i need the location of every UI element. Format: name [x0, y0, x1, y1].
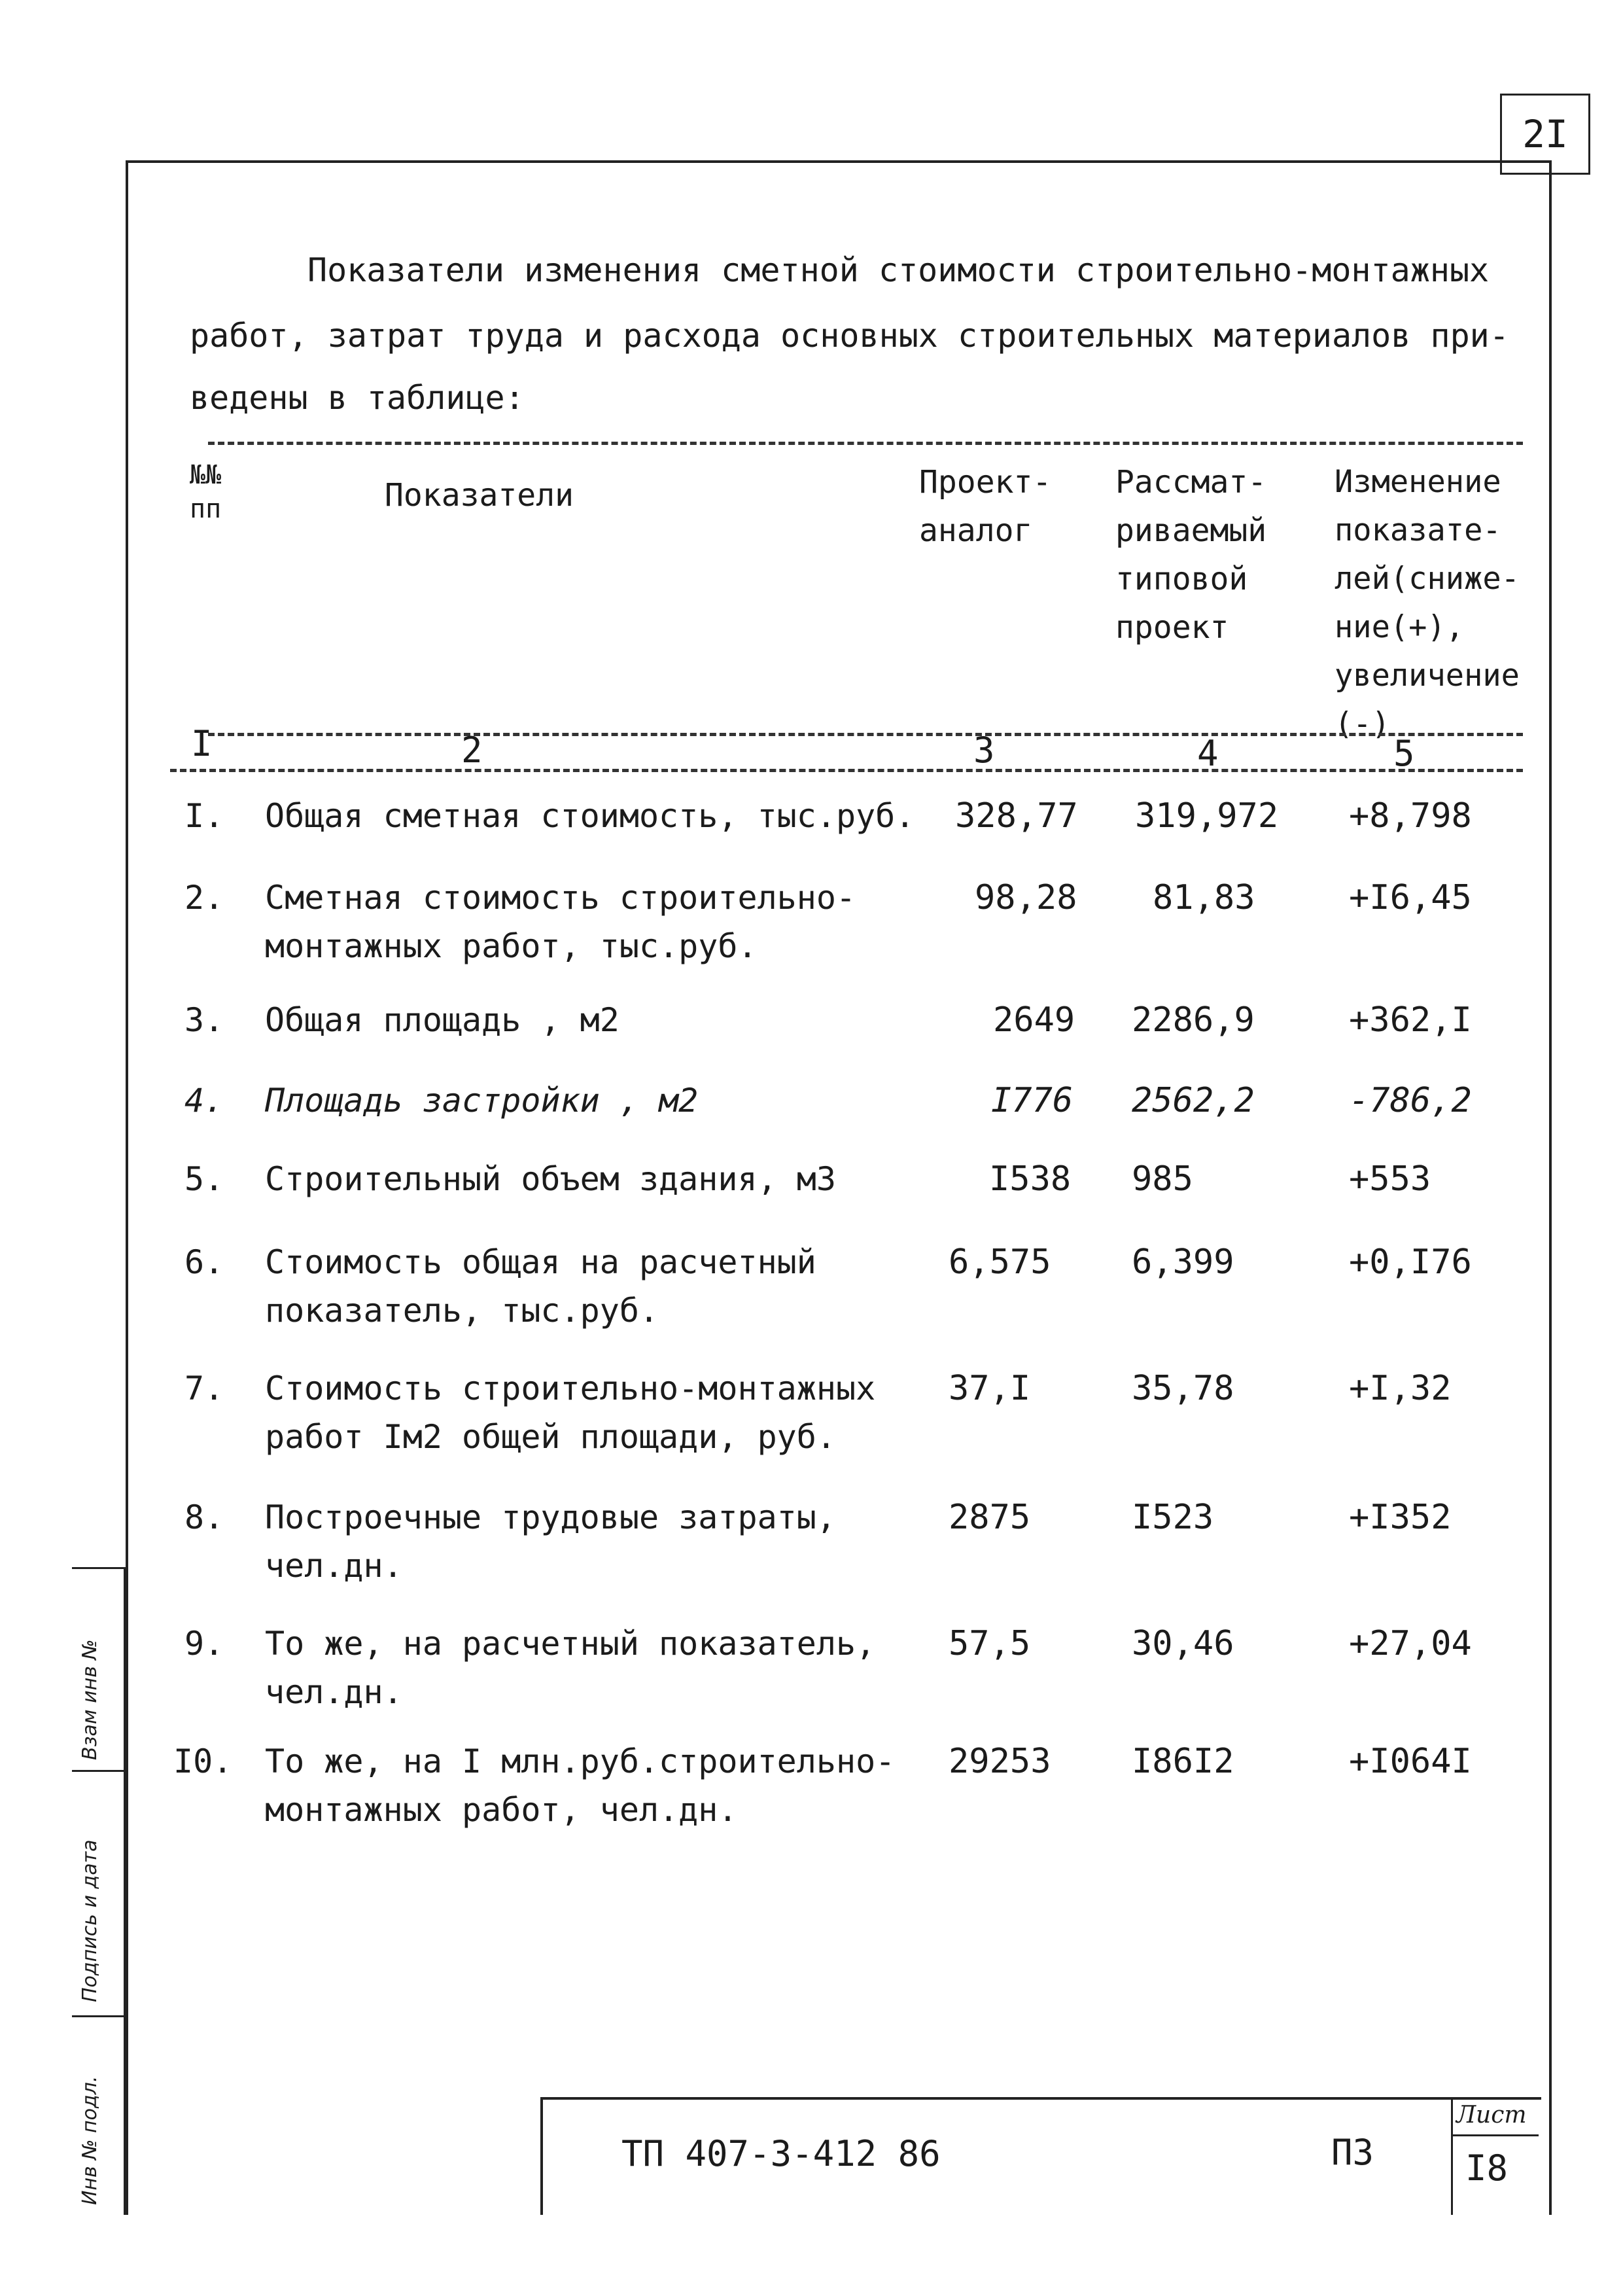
header-typical — [1115, 458, 1266, 652]
row-10-change: +I064I — [1349, 1742, 1472, 1781]
header-change-line: лей(сниже- — [1335, 561, 1520, 597]
row-3-typical: 2286,9 — [1132, 1000, 1255, 1040]
header-indicator — [385, 471, 574, 520]
header-typical-line: Рассмат- — [1115, 464, 1267, 501]
col-number-3: 3 — [973, 730, 995, 771]
row-6-name — [265, 1238, 816, 1335]
row-3-name — [265, 996, 620, 1044]
header-bottom-rule — [170, 769, 1523, 772]
row-9-analog: 57,5 — [949, 1624, 1031, 1663]
row-1-typical: 319,972 — [1135, 796, 1279, 836]
row-8-change: +I352 — [1349, 1498, 1452, 1537]
header-num — [190, 458, 221, 526]
row-10-name-line: монтажных работ, чел.дн. — [265, 1791, 738, 1829]
row-4-change: -786,2 — [1349, 1081, 1472, 1120]
header-num-line: №№ — [190, 460, 222, 490]
intro-line-1: Показатели изменения сметной стоимости строительно-монтажных — [307, 251, 1490, 289]
row-7-name-line: работ Iм2 общей площади, руб. — [265, 1418, 836, 1456]
row-9-name-line: чел.дн. — [265, 1673, 403, 1711]
row-6-typical: 6,399 — [1132, 1243, 1234, 1282]
row-8-name — [265, 1493, 836, 1590]
row-1-change: +8,798 — [1349, 796, 1472, 836]
stamp-divider — [72, 1770, 126, 1772]
row-1-num: I. — [184, 797, 224, 835]
row-8-name-line: Построечные трудовые затраты, — [265, 1498, 836, 1536]
header-change-line: (-) — [1335, 706, 1390, 742]
row-6-name-line: Стоимость общая на расчетный — [265, 1243, 816, 1281]
row-3-change: +362,I — [1349, 1000, 1472, 1040]
page-number: 2I — [1500, 94, 1590, 175]
row-3-analog: 2649 — [993, 1000, 1075, 1040]
stamp-divider — [72, 2015, 126, 2017]
header-typical-line: типовой — [1115, 561, 1248, 597]
header-typical-line: риваемый — [1115, 512, 1267, 549]
row-10-num: I0. — [173, 1742, 233, 1780]
sheet-number: I8 — [1465, 2147, 1509, 2189]
row-5-typical: 985 — [1132, 1159, 1193, 1199]
row-5-name — [265, 1155, 836, 1203]
row-7-analog: 37,I — [949, 1369, 1031, 1408]
row-1-name — [265, 792, 915, 840]
col-number-1: I — [191, 723, 213, 764]
header-analog-line: аналог — [919, 512, 1033, 549]
stamp-inv-number: Инв № подл. — [79, 2075, 101, 2205]
row-4-analog: I776 — [991, 1081, 1073, 1120]
row-1-name-line: Общая сметная стоимость, тыс.руб. — [265, 797, 915, 835]
row-7-name-line: Стоимость строительно-монтажных — [265, 1369, 876, 1407]
row-8-num: 8. — [184, 1498, 224, 1536]
sheet-label: Лист — [1456, 2102, 1527, 2128]
header-change-line: Изменение — [1335, 464, 1501, 500]
col-number-5: 5 — [1393, 733, 1415, 774]
row-10-name — [265, 1737, 895, 1834]
stamp-replace-inv: Взам инв № — [79, 1639, 101, 1760]
header-change — [1335, 458, 1520, 749]
header-typical-line: проект — [1115, 609, 1229, 646]
header-change-line: увеличение — [1335, 658, 1520, 694]
header-change-line: ние(+), — [1335, 609, 1465, 645]
row-8-analog: 2875 — [949, 1498, 1031, 1537]
row-7-change: +I,32 — [1349, 1369, 1452, 1408]
row-9-num: 9. — [184, 1625, 224, 1663]
intro-line-3: ведены в таблице: — [190, 379, 525, 417]
row-2-name — [265, 874, 856, 970]
sheet-box-divider — [1451, 2134, 1539, 2136]
row-6-num: 6. — [184, 1243, 224, 1281]
row-2-name-line: монтажных работ, тыс.руб. — [265, 927, 758, 965]
row-7-num: 7. — [184, 1369, 224, 1407]
row-9-typical: 30,46 — [1132, 1624, 1234, 1663]
row-4-name-line: Площадь застройки , м2 — [265, 1082, 699, 1120]
col-number-2: 2 — [461, 730, 483, 771]
header-change-line: показате- — [1335, 512, 1501, 548]
row-2-typical: 81,83 — [1153, 878, 1255, 917]
intro-line-2: работ, затрат труда и расхода основных строительных материалов при- — [190, 317, 1509, 355]
row-6-name-line: показатель, тыс.руб. — [265, 1292, 659, 1330]
col-number-4: 4 — [1197, 733, 1219, 774]
row-5-name-line: Строительный объем здания, м3 — [265, 1160, 836, 1198]
row-3-name-line: Общая площадь , м2 — [265, 1001, 620, 1039]
row-10-typical: I86I2 — [1132, 1742, 1234, 1781]
row-2-analog: 98,28 — [975, 878, 1077, 917]
header-mid-rule — [208, 733, 1523, 736]
row-7-name — [265, 1364, 875, 1461]
row-1-analog: 328,77 — [955, 796, 1078, 836]
header-analog-line: Проект- — [919, 464, 1052, 501]
row-10-name-line: То же, на I млн.руб.строительно- — [265, 1742, 896, 1780]
header-num-line: пп — [190, 494, 222, 524]
document-code: ТП 407-3-412 86 — [621, 2133, 941, 2174]
row-3-num: 3. — [184, 1001, 224, 1039]
row-9-name — [265, 1619, 875, 1716]
section-code: ПЗ — [1331, 2132, 1374, 2173]
row-4-name — [265, 1076, 698, 1125]
header-indicator-line: Показатели — [385, 477, 574, 514]
row-4-typical: 2562,2 — [1132, 1081, 1255, 1120]
row-2-name-line: Сметная стоимость строительно- — [265, 879, 856, 917]
row-9-change: +27,04 — [1349, 1624, 1472, 1663]
row-10-analog: 29253 — [949, 1742, 1051, 1781]
table-top-rule — [208, 442, 1523, 445]
row-2-change: +I6,45 — [1349, 878, 1472, 917]
row-6-change: +0,I76 — [1349, 1243, 1472, 1282]
row-8-name-line: чел.дн. — [265, 1547, 403, 1585]
row-2-num: 2. — [184, 879, 224, 917]
row-5-analog: I538 — [989, 1159, 1072, 1199]
row-9-name-line: То же, на расчетный показатель, — [265, 1625, 876, 1663]
row-8-typical: I523 — [1132, 1498, 1214, 1537]
row-5-change: +553 — [1349, 1159, 1431, 1199]
stamp-signature-date: Подпись и дата — [79, 1839, 101, 2002]
row-7-typical: 35,78 — [1132, 1369, 1234, 1408]
row-6-analog: 6,575 — [949, 1243, 1051, 1282]
row-5-num: 5. — [184, 1160, 224, 1198]
row-4-num: 4. — [184, 1082, 224, 1120]
header-analog — [919, 458, 1051, 555]
